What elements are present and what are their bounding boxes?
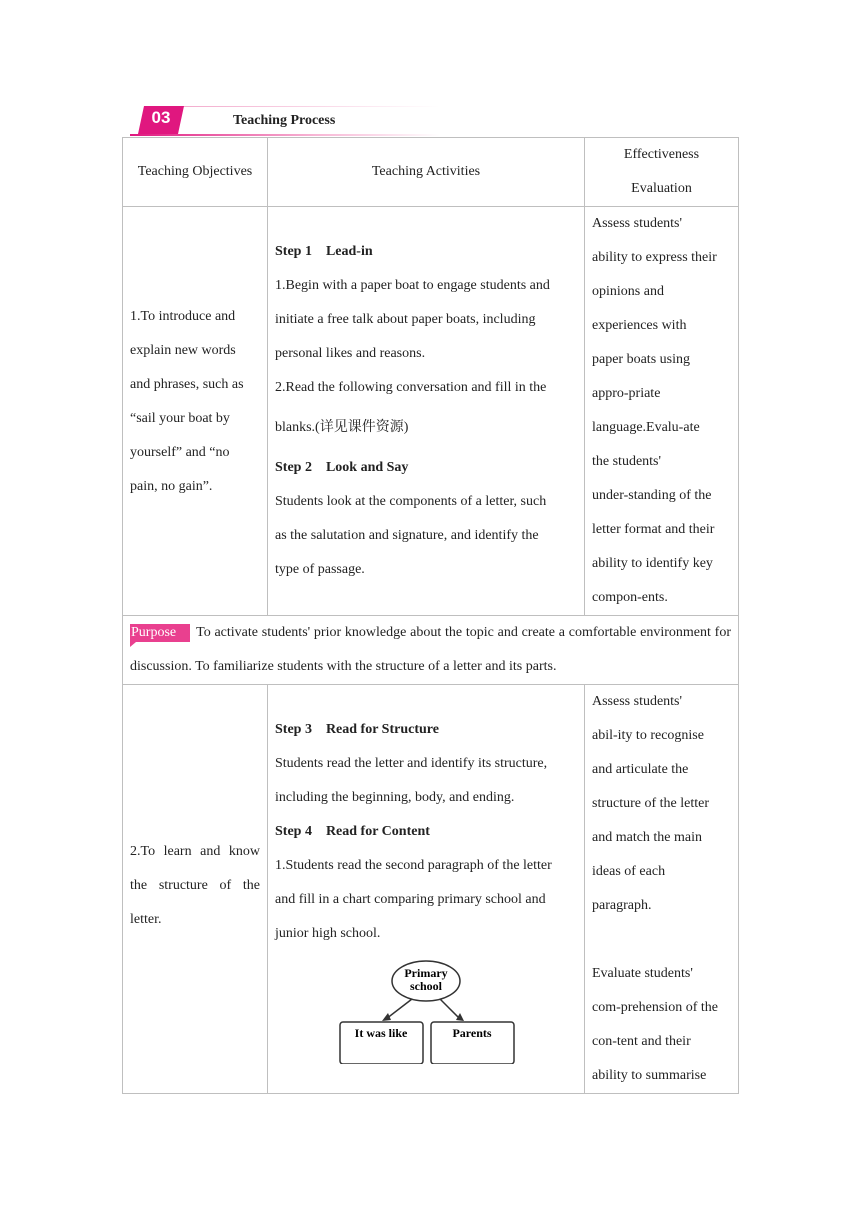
- activities-cell: [268, 685, 585, 1094]
- activity-line: blanks.(详见课件资源): [275, 420, 409, 435]
- evaluation-line: ability to identify key: [592, 556, 713, 571]
- oval-label-line1: Primary: [404, 966, 448, 980]
- table-row: [123, 207, 739, 616]
- step-title: Step 1 Lead-in: [275, 244, 373, 259]
- evaluation-line: con-tent and their: [592, 1034, 691, 1049]
- arrowhead-left: [382, 1013, 391, 1021]
- arrow-left: [386, 999, 412, 1019]
- evaluation-line: the students': [592, 454, 662, 469]
- table-header-row: [123, 138, 739, 207]
- header-activities: Teaching Activities: [268, 138, 585, 207]
- activity-line: as the salutation and signature, and identify the: [275, 528, 539, 543]
- header-evaluation-line2: Evaluation: [631, 181, 692, 196]
- box-right-label: Parents: [452, 1026, 492, 1040]
- evaluation-line: and match the main: [592, 830, 703, 845]
- activity-line: personal likes and reasons.: [275, 346, 426, 361]
- activities-cell: [268, 207, 585, 616]
- section-title: Teaching Process: [233, 113, 336, 128]
- objective-cell: 2.To learn and know the structure of the letter.: [123, 685, 268, 1094]
- objective-line: yourself” and “no: [130, 445, 230, 460]
- objective-line: explain new words: [130, 343, 236, 358]
- objective-line: and phrases, such as: [130, 377, 244, 392]
- evaluation-cell: [585, 685, 739, 1094]
- spacer: [592, 923, 731, 957]
- step-title: Step 2 Look and Say: [275, 460, 409, 475]
- header-evaluation: [585, 138, 739, 207]
- evaluation-cell: [585, 207, 739, 616]
- activity-line: junior high school.: [275, 926, 381, 941]
- header-top-rule: [172, 106, 440, 107]
- activity-line: initiate a free talk about paper boats, including: [275, 312, 536, 327]
- purpose-cell: [123, 616, 739, 685]
- evaluation-line: opinions and: [592, 284, 664, 299]
- activity-line: 1.Begin with a paper boat to engage students and: [275, 278, 550, 293]
- evaluation-line: language.Evalu-ate: [592, 420, 700, 435]
- oval-label-line2: school: [409, 979, 443, 993]
- section-header: [130, 104, 440, 138]
- purpose-text: To activate students' prior knowledge about the topic and create a comfortable environment for discussion. To familiarize students with the structure of a letter and its parts.: [130, 625, 731, 674]
- evaluation-line: letter format and their: [592, 522, 715, 537]
- objective-line: pain, no gain”.: [130, 479, 213, 494]
- evaluation-line: and articulate the: [592, 762, 689, 777]
- evaluation-line: paper boats using: [592, 352, 690, 367]
- box-left-label: It was like: [354, 1026, 408, 1040]
- evaluation-line: abil-ity to recognise: [592, 728, 704, 743]
- section-number: 03: [151, 108, 171, 127]
- purpose-row: [123, 616, 739, 685]
- evaluation-line: com-prehension of the: [592, 1000, 718, 1015]
- purpose-tag: Purpose: [130, 624, 190, 642]
- evaluation-line: ability to express their: [592, 250, 717, 265]
- objective-cell: [123, 207, 268, 616]
- evaluation-line: Assess students': [592, 694, 683, 709]
- activity-line: type of passage.: [275, 562, 365, 577]
- step-title: Step 3 Read for Structure: [275, 722, 439, 737]
- comparison-diagram: [336, 959, 516, 1064]
- teaching-process-table: [122, 137, 739, 1094]
- activity-line: Students look at the components of a letter, such: [275, 494, 547, 509]
- evaluation-line: ideas of each: [592, 864, 666, 879]
- activity-line: Students read the letter and identify its structure,: [275, 756, 548, 771]
- table-row: [123, 685, 739, 1094]
- activity-line: 1.Students read the second paragraph of the letter: [275, 858, 552, 873]
- header-objectives: Teaching Objectives: [123, 138, 268, 207]
- evaluation-line: experiences with: [592, 318, 687, 333]
- activity-line: and fill in a chart comparing primary school and: [275, 892, 546, 907]
- objective-line: 1.To introduce and: [130, 309, 236, 324]
- step-title: Step 4 Read for Content: [275, 824, 430, 839]
- header-evaluation-line1: Effectiveness: [623, 147, 700, 162]
- evaluation-line: compon-ents.: [592, 590, 668, 605]
- activity-line: including the beginning, body, and ending.: [275, 790, 515, 805]
- arrow-right: [440, 999, 460, 1019]
- evaluation-line: under-standing of the: [592, 488, 712, 503]
- objective-line: “sail your boat by: [130, 411, 230, 426]
- evaluation-line: ability to summarise: [592, 1068, 707, 1083]
- evaluation-line: Evaluate students': [592, 966, 693, 981]
- evaluation-line: paragraph.: [592, 898, 652, 913]
- evaluation-line: structure of the letter: [592, 796, 710, 811]
- evaluation-line: Assess students': [592, 216, 683, 231]
- evaluation-line: appro-priate: [592, 386, 661, 401]
- activity-line: 2.Read the following conversation and fill in the: [275, 380, 547, 395]
- header-underline: [130, 134, 440, 136]
